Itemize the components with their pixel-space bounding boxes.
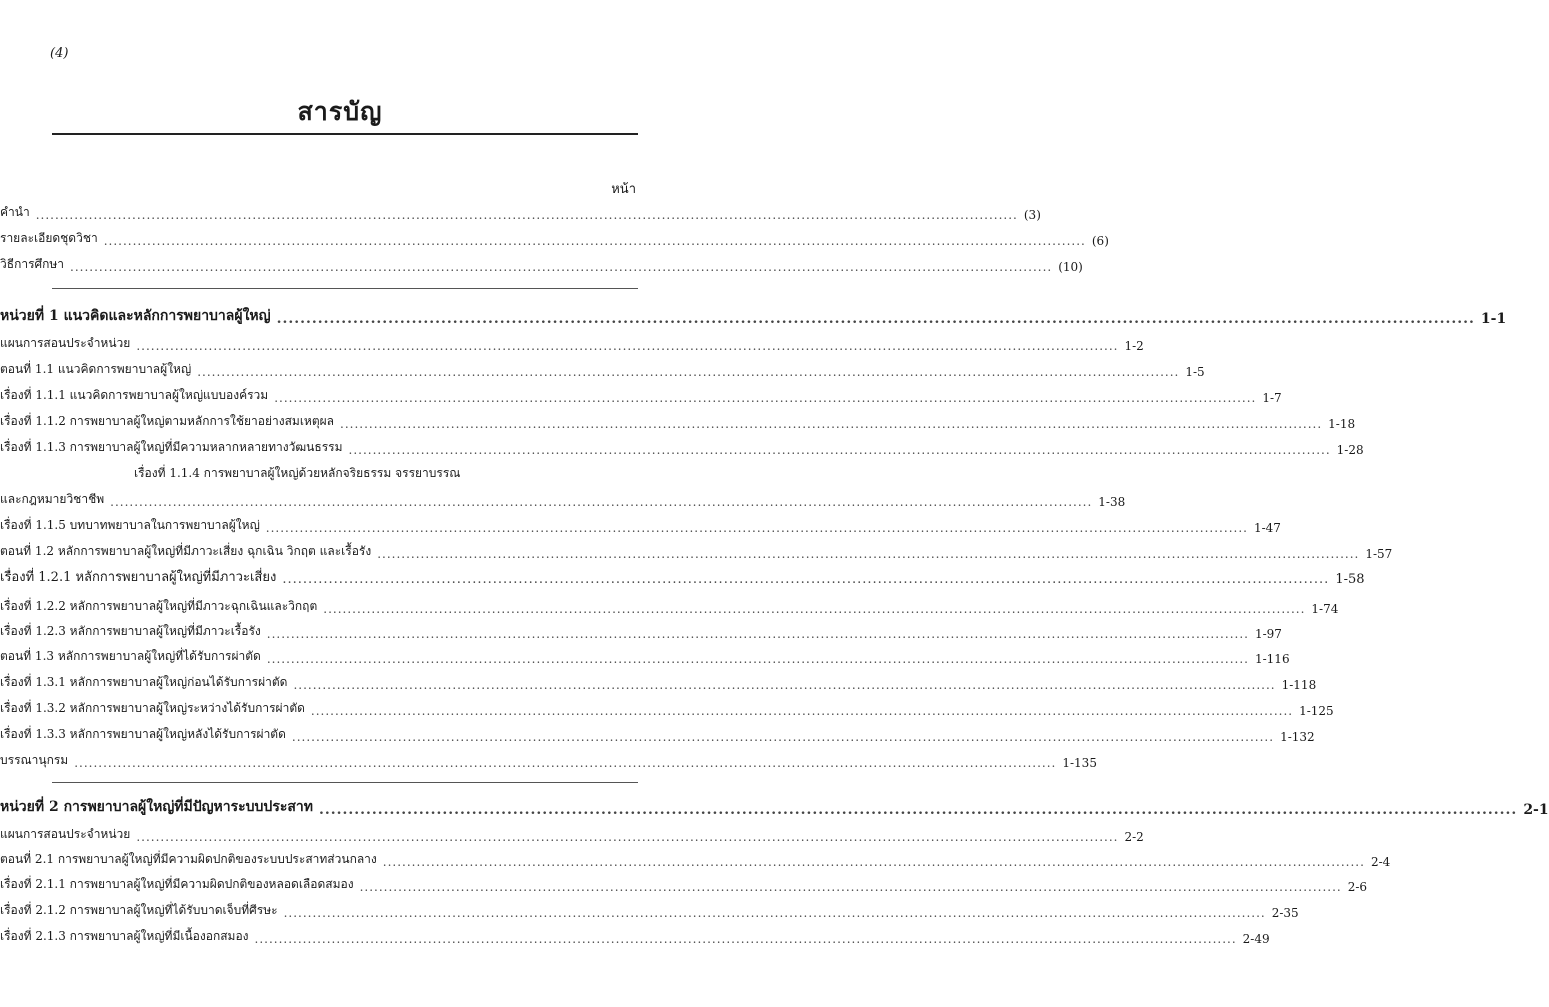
- toc-entry-page: 1-97: [1254, 627, 1282, 641]
- section-divider: [52, 782, 638, 783]
- toc-entry: [0, 407, 1356, 431]
- leader-dots: ............................................................................................................................................................................................................: [103, 234, 1086, 248]
- toc-entry-text: บรรณานุกรม: [0, 753, 69, 767]
- toc-entry: [0, 617, 1282, 641]
- toc-entry-text: เรื่องที่ 1.3.2 หลักการพยาบาลผู้ใหญ่ระหว่างได้รับการผ่าตัด: [0, 701, 305, 715]
- leader-dots: ............................................................................................................................................................................................................: [197, 365, 1180, 379]
- toc-entry: [0, 592, 1339, 616]
- toc-entry-text: ตอนที่ 1.3 หลักการพยาบาลผู้ใหญ่ที่ได้รับการผ่าตัด: [0, 649, 261, 663]
- toc-entry-page: 1-28: [1336, 443, 1364, 457]
- toc-entry: [0, 820, 1144, 844]
- leader-dots: ............................................................................................................................................................................................................: [136, 339, 1119, 353]
- toc-entry: [0, 720, 1315, 744]
- leader-dots: ............................................................................................................................................................................................................: [310, 704, 1294, 718]
- toc-entry: [0, 329, 1144, 353]
- toc-entry-page: 1-58: [1335, 572, 1365, 587]
- toc-unit-entry: [0, 794, 1549, 818]
- toc-entry-text: วิธีการศึกษา: [0, 257, 65, 271]
- toc-entry: [0, 485, 1126, 509]
- toc-entry: [0, 355, 1205, 379]
- toc-entry: [0, 511, 1281, 535]
- toc-entry-text: เรื่องที่ 2.1.2 การพยาบาลผู้ใหญ่ที่ได้รับบาดเจ็บที่ศีรษะ: [0, 903, 278, 917]
- toc-entry-text: เรื่องที่ 1.1.5 บทบาทพยาบาลในการพยาบาลผู้ใหญ่: [0, 518, 260, 532]
- toc-entry-text: แผนการสอนประจำหน่วย: [0, 336, 131, 350]
- leader-dots: ............................................................................................................................................................................................................: [274, 391, 1257, 405]
- leader-dots: ............................................................................................................................................................................................................: [293, 678, 1276, 692]
- toc-entry: [0, 694, 1334, 718]
- toc-entry: [0, 870, 1368, 894]
- toc-entry-text: เรื่องที่ 1.2.1 หลักการพยาบาลผู้ใหญ่ที่มีภาวะเสี่ยง: [0, 570, 277, 585]
- toc-entry: [0, 250, 1083, 274]
- toc-entry-text: เรื่องที่ 1.1.3 การพยาบาลผู้ใหญ่ที่มีความหลากหลายทางวัฒนธรรม: [0, 440, 343, 454]
- leader-dots: ............................................................................................................................................................................................................: [266, 652, 1249, 666]
- leader-dots: ............................................................................................................................................................................................................: [340, 417, 1323, 431]
- page-title: สารบัญ: [297, 97, 383, 126]
- toc-entry-text: หน่วยที่ 1 แนวคิดและหลักการพยาบาลผู้ใหญ่: [0, 308, 271, 324]
- toc-entry-text: เรื่องที่ 1.1.1 แนวคิดการพยาบาลผู้ใหญ่แบบองค์รวม: [0, 388, 269, 402]
- toc-entry-page: 2-2: [1124, 830, 1144, 844]
- leader-dots: ............................................................................................................................................................................................................: [254, 932, 1237, 946]
- leader-dots: ............................................................................................................................................................................................................: [382, 855, 1365, 869]
- leader-dots: ............................................................................................................................................................................................................: [323, 602, 1306, 616]
- leader-dots: ............................................................................................................................................................................................................: [276, 311, 1475, 327]
- toc-entry-page: 1-118: [1281, 678, 1317, 692]
- toc-entry: [0, 198, 1041, 222]
- leader-dots: ............................................................................................................................................................................................................: [70, 260, 1053, 274]
- toc-entry-text: คำนำ: [0, 205, 30, 219]
- leader-dots: ............................................................................................................................................................................................................: [291, 730, 1275, 744]
- leader-dots: ............................................................................................................................................................................................................: [136, 830, 1119, 844]
- leader-dots: ............................................................................................................................................................................................................: [377, 547, 1360, 561]
- toc-entry-text: รายละเอียดชุดวิชา: [0, 231, 98, 245]
- toc-entry-text: ตอนที่ 1.1 แนวคิดการพยาบาลผู้ใหญ่: [0, 362, 192, 376]
- toc-entry: [0, 922, 1270, 946]
- toc-entry-page: 1-18: [1328, 417, 1356, 431]
- toc-entry-text: เรื่องที่ 1.3.3 หลักการพยาบาลผู้ใหญ่หลังได้รับการผ่าตัด: [0, 727, 286, 741]
- toc-entry-page: 1-116: [1254, 652, 1290, 666]
- toc-unit-entry: [0, 303, 1507, 327]
- toc-entry-text: เรื่องที่ 1.1.4 การพยาบาลผู้ใหญ่ด้วยหลักจริยธรรม จรรยาบรรณ: [134, 466, 461, 480]
- toc-entry-text: เรื่องที่ 1.2.2 หลักการพยาบาลผู้ใหญ่ที่มีภาวะฉุกเฉินและวิกฤต: [0, 599, 318, 613]
- title-rule: [52, 133, 638, 135]
- toc-entry-page: 1-125: [1299, 704, 1334, 718]
- toc-entry-page: 1-7: [1262, 391, 1282, 405]
- toc-entry-page: (10): [1058, 260, 1083, 274]
- leader-dots: ............................................................................................................................................................................................................: [348, 443, 1331, 457]
- section-divider: [52, 288, 638, 289]
- toc-entry-page: 1-132: [1280, 730, 1315, 744]
- toc-entry-page: 1-135: [1062, 756, 1097, 770]
- toc-entry-text: หน่วยที่ 2 การพยาบาลผู้ใหญ่ที่มีปัญหาระบบประสาท: [0, 799, 313, 815]
- page-column-heading: หน้า: [611, 182, 636, 197]
- leader-dots: ............................................................................................................................................................................................................: [265, 521, 1248, 535]
- toc-entry-text: แผนการสอนประจำหน่วย: [0, 827, 131, 841]
- toc-entry-page: 2-49: [1242, 932, 1270, 946]
- leader-dots: ............................................................................................................................................................................................................: [74, 756, 1057, 770]
- toc-entry-page: 2-35: [1271, 906, 1299, 920]
- toc-entry: [0, 459, 680, 483]
- leader-dots: ............................................................................................................................................................................................................: [283, 906, 1266, 920]
- toc-entry: [0, 224, 1109, 248]
- leader-dots: ............................................................................................................................................................................................................: [319, 802, 1518, 818]
- toc-entry-page: 1-47: [1253, 521, 1281, 535]
- toc-entry-page: 2-6: [1347, 880, 1368, 894]
- toc-entry-text: ตอนที่ 1.2 หลักการพยาบาลผู้ใหญ่ที่มีภาวะเสี่ยง ฉุกเฉิน วิกฤต และเรื้อรัง: [0, 544, 372, 558]
- toc-entry: [0, 845, 1391, 869]
- toc-entry-page: 1-5: [1185, 365, 1205, 379]
- toc-entry: [0, 563, 1365, 587]
- toc-entry-page: 1-74: [1311, 602, 1339, 616]
- toc-entry-page: (6): [1091, 234, 1109, 248]
- toc-entry: [0, 381, 1282, 405]
- toc-entry-page: 2-4: [1370, 855, 1391, 869]
- toc-entry: [0, 642, 1290, 666]
- toc-entry-page: 1-38: [1098, 495, 1126, 509]
- leader-dots: ............................................................................................................................................................................................................: [110, 495, 1093, 509]
- leader-dots: ............................................................................................................................................................................................................: [359, 880, 1342, 894]
- toc-entry-text: เรื่องที่ 1.3.1 หลักการพยาบาลผู้ใหญ่ก่อนได้รับการผ่าตัด: [0, 675, 288, 689]
- toc-entry-page: 1-1: [1480, 311, 1507, 327]
- toc-entry-page: (3): [1023, 208, 1041, 222]
- toc-entry-page: 1-2: [1124, 339, 1144, 353]
- leader-dots: ............................................................................................................................................................................................................: [35, 208, 1018, 222]
- toc-entry: [0, 896, 1299, 920]
- toc-entry: [0, 433, 1364, 457]
- toc-entry-text: เรื่องที่ 2.1.3 การพยาบาลผู้ใหญ่ที่มีเนื้องอกสมอง: [0, 929, 249, 943]
- toc-entry-text: และกฎหมายวิชาชีพ: [0, 492, 105, 506]
- toc-entry: [0, 746, 1097, 770]
- toc-entry-text: เรื่องที่ 1.2.3 หลักการพยาบาลผู้ใหญ่ที่มีภาวะเรื้อรัง: [0, 624, 261, 638]
- toc-entry-text: ตอนที่ 2.1 การพยาบาลผู้ใหญ่ที่มีความผิดปกติของระบบประสาทส่วนกลาง: [0, 852, 377, 866]
- toc-entry-page: 2-1: [1523, 802, 1549, 818]
- toc-entry-text: เรื่องที่ 2.1.1 การพยาบาลผู้ใหญ่ที่มีความผิดปกติของหลอดเลือดสมอง: [0, 877, 354, 891]
- leader-dots: ............................................................................................................................................................................................................: [266, 627, 1249, 641]
- leader-dots: ............................................................................................................................................................................................................: [282, 572, 1330, 587]
- toc-entry-page: 1-57: [1365, 547, 1393, 561]
- page-number: (4): [50, 46, 69, 61]
- toc-entry: [0, 537, 1393, 561]
- toc-entry-text: เรื่องที่ 1.1.2 การพยาบาลผู้ใหญ่ตามหลักการใช้ยาอย่างสมเหตุผล: [0, 414, 335, 428]
- toc-entry: [0, 668, 1317, 692]
